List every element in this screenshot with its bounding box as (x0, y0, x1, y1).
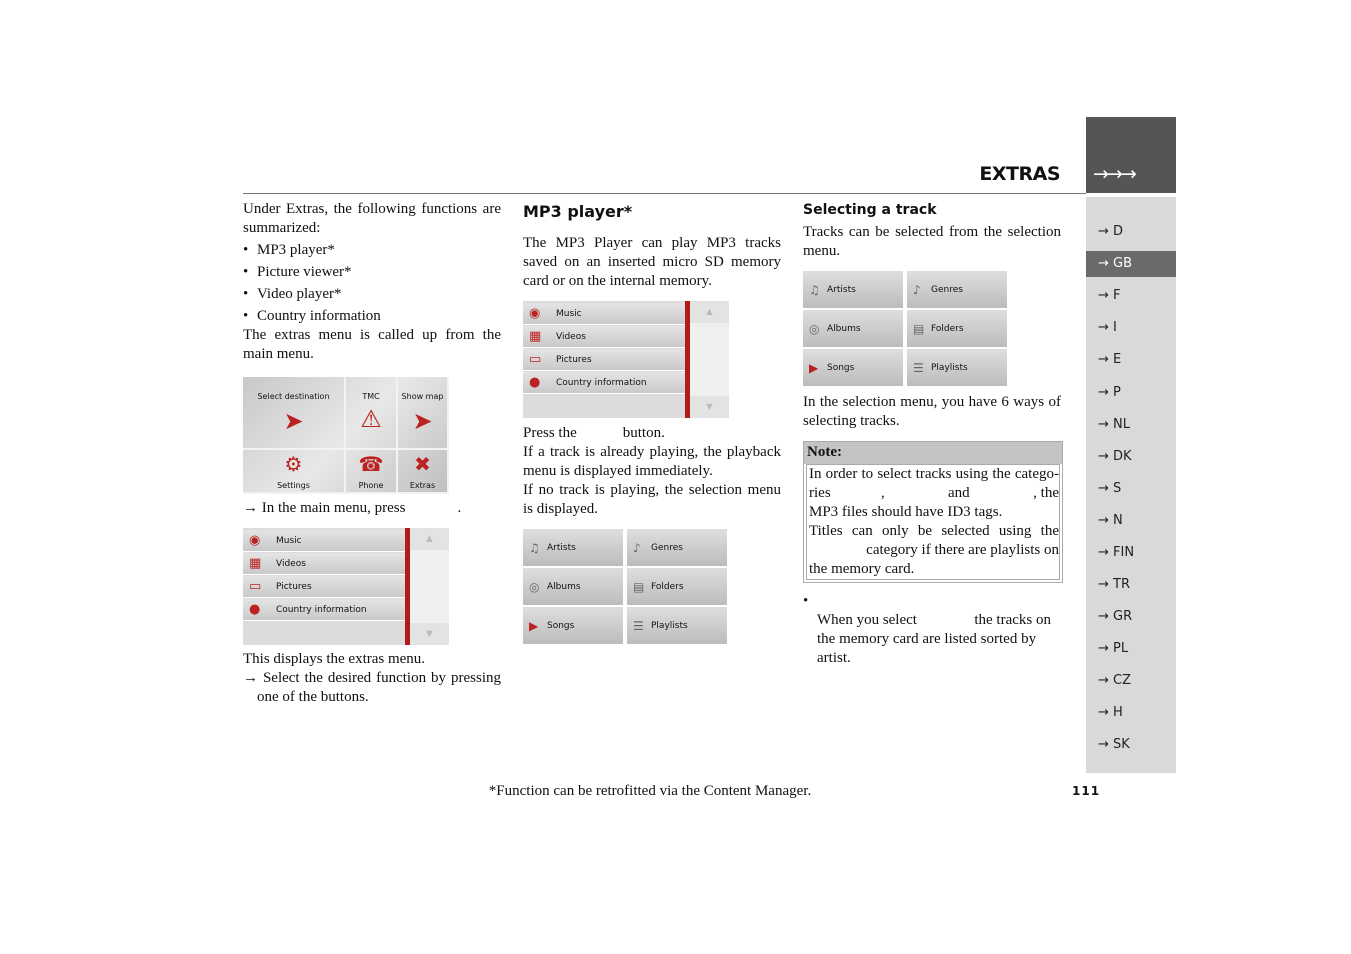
button-label: Albums (547, 582, 581, 592)
selecting-text-2: menu. (803, 243, 841, 259)
album-icon: ◎ (529, 580, 540, 594)
item-label: Pictures (276, 582, 312, 592)
menu-button-show-map[interactable] (398, 377, 449, 450)
selection-button-playlists[interactable] (907, 349, 1009, 387)
language-sidebar (1086, 197, 1176, 773)
scrollbar[interactable] (690, 301, 729, 418)
music-icon: ◉ (249, 533, 261, 548)
menu-button-select-destination[interactable] (243, 377, 346, 450)
note-word: ries (809, 485, 831, 501)
menu-item-music[interactable] (243, 530, 405, 552)
menu-item-country-information[interactable] (243, 599, 405, 621)
list-item: • Video player* (243, 285, 501, 304)
list-item: • Picture viewer* (243, 263, 501, 282)
mp3-intro (523, 234, 781, 291)
press-text-end: button. (622, 425, 665, 441)
map-arrow-icon: ➤ (412, 407, 433, 435)
button-label: Artists (547, 543, 576, 553)
intro-text: Under Extras, the following functions are (243, 201, 501, 217)
bullet-text: When you select (817, 612, 917, 628)
item-label: Videos (276, 559, 306, 569)
menu-item-videos[interactable] (523, 326, 685, 348)
note-title: Note: (804, 442, 1062, 464)
button-label: TMC (362, 392, 380, 401)
press-instruction (243, 499, 501, 518)
mp3-text: card or on the internal memory. (523, 273, 712, 289)
note-line-2 (809, 484, 1059, 503)
bullet-text: artist. (817, 650, 851, 666)
lang-tab-gb[interactable]: → GB (1086, 251, 1176, 277)
list-item: • MP3 player* (243, 241, 501, 260)
lang-tab-pl[interactable]: → PL (1098, 641, 1129, 656)
picture-icon: ▭ (249, 579, 262, 594)
column-1-bottom (243, 650, 501, 707)
selection-button-folders[interactable] (627, 568, 729, 606)
item-label: Music (276, 536, 302, 546)
song-icon: ▶ (809, 361, 819, 375)
button-label: Extras (409, 481, 436, 490)
button-label: Genres (651, 543, 683, 553)
bullet-line-1 (817, 611, 1061, 630)
scroll-up-icon[interactable]: ▲ (410, 528, 449, 550)
phone-icon: ☎ (358, 452, 384, 476)
globe-icon: ● (249, 602, 261, 617)
video-icon: ▦ (249, 556, 262, 571)
instruction-end: . (457, 500, 462, 516)
item-label: Music (556, 309, 582, 319)
button-label: Settings (277, 481, 310, 490)
playing-text: If a track is already playing, the playback (523, 444, 781, 460)
note-text: Titles can only be selected using the (809, 523, 1059, 539)
menu-item-videos[interactable] (243, 553, 405, 575)
scroll-down-icon[interactable]: ▼ (410, 623, 449, 645)
selection-menu-screenshot (523, 529, 729, 646)
menu-button-tmc[interactable] (346, 377, 398, 450)
section-heading-selecting: Selecting a track (803, 202, 937, 218)
scroll-up-icon[interactable]: ▲ (690, 301, 729, 323)
folder-icon: ▤ (913, 322, 925, 336)
select-text-2: one of the buttons. (257, 689, 369, 705)
button-label: Select destination (257, 392, 330, 401)
called-text-2: main menu. (243, 346, 314, 362)
selection-menu-screenshot-2 (803, 271, 1009, 388)
folder-icon: ▤ (633, 580, 645, 594)
note-text: MP3 files should have ID3 tags. (809, 504, 1003, 520)
arrow-icon: →→→ (1093, 163, 1135, 185)
note-word: and (948, 485, 970, 501)
main-menu-screenshot (243, 377, 449, 494)
note-bullet (803, 592, 1061, 668)
navigation-arrow-icon: ➤ (283, 407, 304, 435)
artist-icon: ♫ (529, 541, 540, 555)
column-1 (243, 200, 501, 364)
mp3-instructions (523, 424, 781, 519)
button-label: Folders (931, 324, 964, 334)
lang-tab-dk[interactable]: → DK (1098, 449, 1132, 464)
extras-menu-screenshot-2 (523, 301, 729, 418)
not-playing-text-2: is displayed. (523, 501, 598, 517)
note-text: category if there are playlists on (866, 542, 1059, 558)
music-icon: ◉ (529, 306, 541, 321)
playlist-icon: ☰ (913, 361, 924, 375)
button-label: Playlists (651, 621, 688, 631)
lang-tab-nl[interactable]: → NL (1098, 417, 1130, 432)
genre-icon: ♪ (633, 541, 641, 555)
select-text: → Select the desired function by pressing (243, 670, 501, 686)
extras-menu-screenshot (243, 528, 449, 645)
selecting-intro (803, 223, 1061, 261)
button-label: Folders (651, 582, 684, 592)
section-heading-mp3: MP3 player* (523, 202, 633, 221)
menu-item-pictures[interactable] (523, 349, 685, 371)
lang-tab-p[interactable]: → P (1098, 385, 1121, 400)
item-label: Pictures (556, 355, 592, 365)
ways-line: In the selection menu, you have 6 ways of (803, 394, 1061, 410)
list-item: • Country information (243, 307, 501, 326)
note-word: , the (1033, 485, 1059, 501)
selection-button-artists[interactable] (803, 271, 905, 309)
lang-tab-sk[interactable]: → SK (1098, 737, 1130, 752)
menu-item-music[interactable] (523, 303, 685, 325)
song-icon: ▶ (529, 619, 539, 633)
bullet-mark: • (803, 593, 809, 609)
bullet-text: the memory card are listed sorted by (817, 631, 1037, 647)
displays-text: This displays the extras menu. (243, 651, 426, 667)
lang-tab-fin[interactable]: → FIN (1098, 545, 1135, 560)
note-text: the memory card. (809, 561, 915, 577)
page-number: 111 (1072, 784, 1101, 798)
lang-tab-d[interactable]: → D (1098, 224, 1124, 239)
header-rule (243, 193, 1086, 194)
selection-button-songs[interactable] (803, 349, 905, 387)
lang-tab-tr[interactable]: → TR (1098, 577, 1130, 592)
item-label: Country information (556, 378, 647, 388)
selection-button-folders[interactable] (907, 310, 1009, 348)
artist-icon: ♫ (809, 283, 820, 297)
lang-tab-n[interactable]: → N (1098, 513, 1123, 528)
press-text: Press the (523, 425, 577, 441)
ways-line-2: selecting tracks. (803, 413, 900, 429)
lang-tab-h[interactable]: → H (1098, 705, 1123, 720)
menu-item-country-information[interactable] (523, 372, 685, 394)
menu-button-settings[interactable] (243, 450, 346, 494)
selection-button-albums[interactable] (523, 568, 625, 606)
button-label: Artists (827, 285, 856, 295)
lang-tab-e[interactable]: → E (1098, 352, 1122, 367)
page-title: EXTRAS (979, 163, 1060, 185)
genre-icon: ♪ (913, 283, 921, 297)
instruction-text: → In the main menu, press (243, 500, 406, 516)
lang-tab-s[interactable]: → S (1098, 481, 1122, 496)
selection-button-albums[interactable] (803, 310, 905, 348)
button-label: Show map (401, 392, 444, 401)
lang-tab-f[interactable]: → F (1098, 288, 1121, 303)
video-icon: ▦ (529, 329, 542, 344)
button-label: Genres (931, 285, 963, 295)
scroll-down-icon[interactable]: ▼ (690, 396, 729, 418)
note-text: In order to select tracks using the catego- (809, 466, 1059, 482)
lang-tab-cz[interactable]: → CZ (1098, 673, 1132, 688)
lang-tab-gr[interactable]: → GR (1098, 609, 1133, 624)
note-box (803, 441, 1063, 583)
button-label: Phone (358, 481, 384, 490)
playing-text-2: menu is displayed immediately. (523, 463, 713, 479)
called-text: The extras menu is called up from the (243, 327, 501, 343)
button-label: Songs (827, 363, 855, 373)
picture-icon: ▭ (529, 352, 542, 367)
scrollbar[interactable] (410, 528, 449, 645)
menu-button-phone[interactable] (346, 450, 398, 494)
lang-tab-i[interactable]: → I (1098, 320, 1117, 335)
extras-icon: ✖ (414, 452, 431, 476)
mp3-text: saved on an inserted micro SD memory (523, 254, 781, 270)
selection-button-artists[interactable] (523, 529, 625, 567)
warning-sign-icon: ⚠ (360, 405, 382, 433)
button-label: Playlists (931, 363, 968, 373)
item-label: Country information (276, 605, 367, 615)
note-word: , (881, 485, 885, 501)
menu-button-extras[interactable] (398, 450, 449, 494)
item-label: Videos (556, 332, 586, 342)
mp3-text: The MP3 Player can play MP3 tracks (523, 235, 781, 251)
not-playing-text: If no track is playing, the selection menu (523, 482, 781, 498)
menu-item-pictures[interactable] (243, 576, 405, 598)
selection-button-genres[interactable] (907, 271, 1009, 309)
selection-button-genres[interactable] (627, 529, 729, 567)
bullet-text: the tracks on (974, 612, 1051, 628)
album-icon: ◎ (809, 322, 820, 336)
selection-button-songs[interactable] (523, 607, 625, 645)
selection-button-playlists[interactable] (627, 607, 729, 645)
selecting-text: Tracks can be selected from the selection (803, 224, 1061, 240)
footer-note: *Function can be retrofitted via the Content Manager. (488, 783, 812, 799)
intro-text-2: summarized: (243, 220, 321, 236)
gear-icon: ⚙ (284, 452, 303, 476)
globe-icon: ● (529, 375, 541, 390)
function-list (243, 241, 501, 326)
note-content (806, 464, 1060, 580)
button-label: Albums (827, 324, 861, 334)
button-label: Songs (547, 621, 575, 631)
ways-text (803, 393, 1061, 431)
playlist-icon: ☰ (633, 619, 644, 633)
